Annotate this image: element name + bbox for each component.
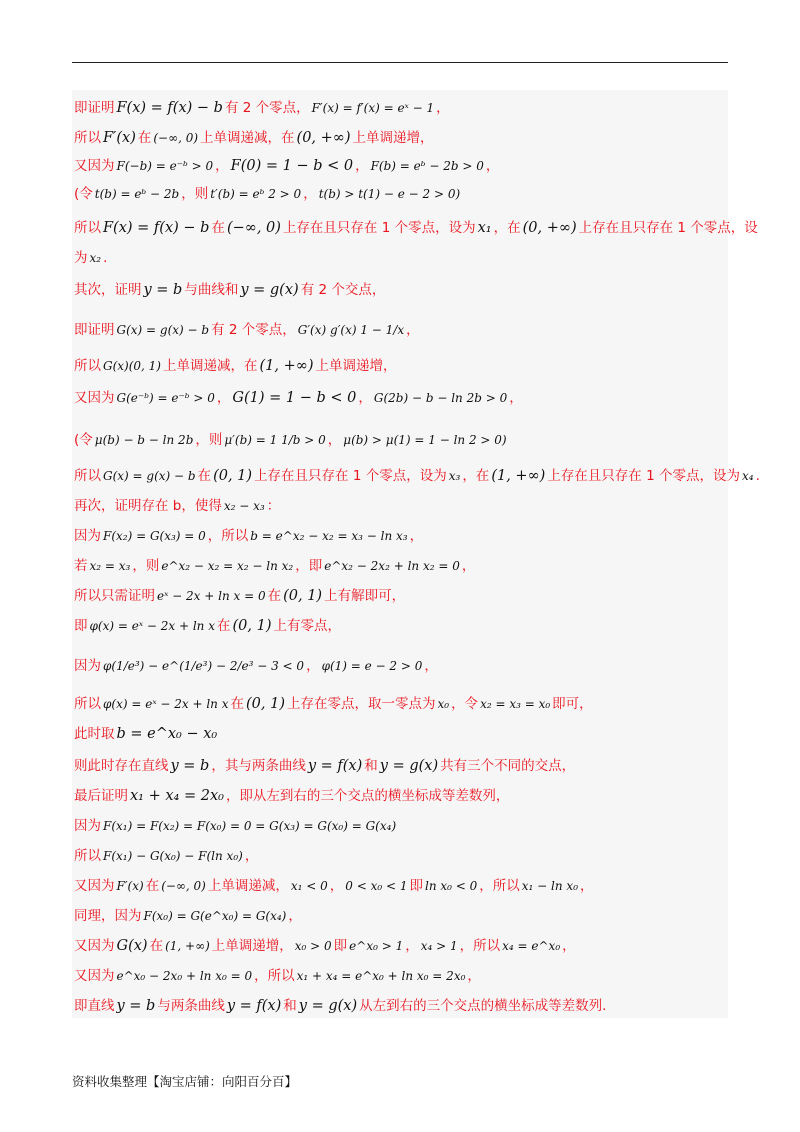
solution-line [74, 430, 728, 451]
solution-line [74, 996, 728, 1017]
solution-text: 即证明 [74, 100, 115, 116]
solution-text: ， [405, 938, 419, 954]
solution-text: 即 [74, 618, 88, 634]
solution-text: 又因为 [74, 968, 115, 984]
solution-text: 在 [197, 468, 212, 484]
math-expression: x₁ < 0 [290, 879, 328, 893]
math-expression: y = b [143, 282, 183, 298]
math-expression: F′(x) [103, 130, 136, 146]
solution-text: 即证明 [74, 322, 115, 338]
solution-text: 在 [149, 938, 164, 954]
solution-text: 有 2 个零点， [211, 322, 296, 338]
solution-text: 在 [217, 618, 231, 634]
math-expression: G(1) = 1 − b < 0 [232, 390, 357, 406]
math-expression: x₀ > 0 [294, 939, 332, 953]
math-expression: μ(b) > μ(1) = 1 − ln 2 > 0) [343, 433, 507, 447]
solution-text: ， [562, 938, 576, 954]
math-expression: e^x₂ − 2x₂ + ln x₂ = 0 [324, 559, 460, 573]
math-expression: F′(x) = f′(x) = eˣ − 1 [311, 101, 435, 115]
math-expression: (0, 1) [232, 618, 272, 634]
solution-text: ， [409, 528, 424, 544]
solution-line [74, 248, 728, 269]
math-expression: t(b) > t(1) − e − 2 > 0) [318, 187, 461, 201]
math-expression: G(x)(0, 1) [103, 359, 161, 373]
math-expression: (−∞, 0) [226, 220, 281, 236]
math-expression: ln x₀ < 0 [425, 879, 478, 893]
math-expression: x₄ > 1 [420, 939, 458, 953]
solution-text: 为 [74, 250, 88, 266]
solution-text: ，在 [462, 468, 490, 484]
solution-text-block [72, 90, 760, 1018]
solution-text: ， [215, 158, 229, 174]
math-expression: μ′(b) = 1 1/b > 0 [224, 433, 326, 447]
math-expression: (0, 1) [213, 468, 253, 484]
solution-line [74, 466, 760, 487]
math-expression: (0, 1) [246, 696, 285, 712]
math-expression: φ(x) = eˣ − 2x + ln x [103, 697, 229, 711]
solution-line [74, 876, 728, 897]
math-expression: y = g(x) [298, 998, 358, 1014]
solution-text: 上单调递增， [211, 938, 293, 954]
solution-text: 与两条曲线 [157, 998, 225, 1014]
solution-text: 上单调递减， [207, 878, 289, 894]
solution-line [74, 280, 728, 301]
solution-line [74, 756, 728, 777]
solution-text: ， [406, 322, 420, 338]
solution-text: ，在 [493, 220, 521, 236]
math-expression: G′(x) g′(x) 1 − 1/x [297, 323, 405, 337]
solution-text: 因为 [74, 528, 101, 544]
math-expression: G(e⁻ᵇ) = e⁻ᵇ > 0 [116, 391, 215, 405]
solution-text: 即直线 [74, 998, 115, 1014]
math-expression: y = g(x) [379, 758, 439, 774]
solution-line [74, 846, 728, 867]
solution-text: ，即 [295, 558, 323, 574]
solution-text: ： [266, 498, 281, 514]
solution-text: ， [424, 658, 438, 674]
solution-text: 有 2 个交点， [300, 282, 386, 298]
math-expression: F(x) = f(x) − b [116, 100, 223, 116]
solution-text: 又因为 [74, 158, 115, 174]
solution-text: ， [244, 848, 259, 864]
solution-text: 又因为 [74, 390, 115, 406]
solution-text: 所以 [74, 696, 101, 712]
math-expression: y = b [116, 998, 156, 1014]
solution-text: 上单调递减，在 [200, 130, 295, 146]
solution-line [74, 906, 728, 927]
solution-text: 上存在且只存在 1 个零点，设为 [282, 220, 476, 236]
math-expression: F(x₁) = F(x₂) = F(x₀) = 0 = G(x₃) = G(x₀) = G(x₄) [103, 819, 397, 833]
math-expression: φ(1/e³) − e^(1/e³) − 2/e³ − 3 < 0 [103, 659, 305, 673]
solution-line [74, 586, 728, 607]
math-expression: x₁ + x₄ = e^x₀ + ln x₀ = 2x₀ [296, 969, 466, 983]
math-expression: x₂ = x₃ = x₀ [480, 697, 551, 711]
solution-text: ， [467, 968, 481, 984]
solution-text: 同理，因为 [74, 908, 142, 924]
solution-text: (令 [74, 186, 93, 202]
solution-text: 则此时存在直线 [74, 758, 169, 774]
solution-text: ， [288, 908, 302, 924]
solution-text: 上单调递增， [315, 358, 397, 374]
solution-text: 所以 [74, 130, 101, 146]
math-expression: F(x) = f(x) − b [103, 220, 210, 236]
solution-text: 与曲线和 [184, 282, 239, 298]
solution-text: ， [461, 558, 476, 574]
math-expression: (0, 1) [283, 588, 323, 604]
math-expression: (−∞, 0) [153, 131, 199, 145]
solution-text: 上有零点， [273, 618, 341, 634]
solution-text: 上存在且只存在 1 个零点，设为 [547, 468, 740, 484]
solution-text: 所以只需证明 [74, 588, 155, 604]
solution-line [74, 184, 728, 205]
solution-text: ， [355, 158, 369, 174]
solution-line [74, 936, 728, 957]
math-expression: 0 < x₀ < 1 [345, 879, 408, 893]
solution-line [74, 388, 728, 409]
solution-line [74, 156, 728, 177]
math-expression: x₁ − ln x₀ [521, 879, 579, 893]
solution-text: 上存在零点，取一零点为 [286, 696, 436, 712]
solution-text: ， [358, 390, 372, 406]
solution-line [74, 556, 728, 577]
math-expression: x₁ + x₄ = 2x₀ [130, 788, 224, 804]
solution-text: (令 [74, 432, 93, 448]
solution-text: 又因为 [74, 938, 115, 954]
math-expression: b = e^x₂ − x₂ = x₃ − ln x₃ [250, 529, 408, 543]
solution-text: ， [303, 186, 317, 202]
solution-line [74, 816, 728, 837]
solution-text: 上有解即可， [324, 588, 406, 604]
math-expression: x₂ − x₃ [223, 499, 265, 513]
solution-text: 有 2 个零点， [224, 100, 310, 116]
math-expression: e^x₀ − 2x₀ + ln x₀ = 0 [116, 969, 253, 983]
solution-text: 所以 [74, 220, 101, 236]
math-expression: φ(1) = e − 2 > 0 [321, 659, 423, 673]
solution-text: ， [580, 878, 594, 894]
math-expression: F(x₂) = G(x₃) = 0 [103, 529, 206, 543]
math-expression: x₄ [741, 469, 754, 483]
solution-text: 在 [137, 130, 152, 146]
math-expression: F′(x) [116, 879, 144, 893]
solution-text: ， [436, 100, 450, 116]
math-expression: x₄ = e^x₀ [502, 939, 561, 953]
math-expression: x₃ [448, 469, 461, 483]
solution-line [74, 786, 728, 807]
solution-text: 即 [409, 878, 423, 894]
solution-text: ，其与两条曲线 [211, 758, 306, 774]
solution-text: 上单调递减，在 [162, 358, 258, 374]
solution-text: . [103, 250, 108, 266]
solution-text: 此时取 [74, 726, 115, 742]
solution-text: ， [216, 390, 231, 406]
math-expression: (1, +∞) [491, 468, 546, 484]
math-expression: G(2b) − b − ln 2b > 0 [373, 391, 508, 405]
math-expression: G(x) = g(x) − b [103, 469, 196, 483]
solution-line [74, 128, 728, 149]
math-expression: t(b) = eᵇ − 2b [94, 187, 180, 201]
math-expression: (1, +∞) [165, 939, 210, 953]
solution-text: ， [329, 878, 344, 894]
math-expression: F(b) = eᵇ − 2b > 0 [370, 159, 484, 173]
solution-text: 即 [333, 938, 348, 954]
math-expression: F(0) = 1 − b < 0 [230, 158, 354, 174]
solution-line [74, 98, 728, 119]
solution-text: 最后证明 [74, 788, 128, 804]
solution-text: ，所以 [459, 938, 501, 954]
solution-text: 其次，证明 [74, 282, 142, 298]
math-expression: φ(x) = eˣ − 2x + ln x [89, 619, 215, 633]
solution-line [74, 356, 728, 377]
footer-source-note: 资料收集整理【淘宝店铺：向阳百分百】 [72, 1074, 298, 1089]
math-expression: e^x₂ − x₂ = x₂ − ln x₂ [161, 559, 294, 573]
solution-text: ，所以 [207, 528, 249, 544]
solution-line [74, 616, 728, 637]
solution-text: 因为 [74, 818, 101, 834]
math-expression: x₁ [477, 220, 492, 236]
math-expression: b = e^x₀ − x₀ [116, 726, 218, 742]
solution-text: ，令 [451, 696, 479, 712]
solution-line [74, 724, 728, 745]
solution-text: 所以 [74, 358, 101, 374]
solution-text: ，所以 [254, 968, 295, 984]
math-expression: y = b [170, 758, 210, 774]
solution-text: 和 [364, 758, 378, 774]
math-expression: (0, +∞) [522, 220, 577, 236]
math-expression: (0, +∞) [296, 130, 351, 146]
math-expression: y = g(x) [240, 282, 299, 298]
math-expression: F(x₁) − G(x₀) − F(ln x₀) [103, 849, 243, 863]
solution-text: 和 [283, 998, 297, 1014]
solution-text: ，则 [195, 432, 223, 448]
solution-text: 在 [230, 696, 244, 712]
solution-text: ，即从左到右的三个交点的横坐标成等差数列， [225, 788, 510, 804]
math-expression: y = f(x) [226, 998, 282, 1014]
solution-text: ，所以 [479, 878, 520, 894]
solution-text: ，则 [132, 558, 160, 574]
math-expression: F(−b) = e⁻ᵇ > 0 [116, 159, 214, 173]
math-expression: F(x₀) = G(e^x₀) = G(x₄) [143, 909, 287, 923]
solution-text: 上单调递增， [352, 130, 434, 146]
solution-line [74, 694, 728, 715]
solution-text: 上存在且只存在 1 个零点，设为 [254, 468, 447, 484]
solution-text: 在 [211, 220, 225, 236]
solution-line [74, 496, 728, 517]
solution-text: ， [327, 432, 342, 448]
math-expression: x₀ [437, 697, 450, 711]
solution-text: 在 [145, 878, 160, 894]
solution-line [74, 966, 728, 987]
solution-line [74, 526, 728, 547]
solution-text: ， [509, 390, 523, 406]
solution-text: 上存在且只存在 1 个零点，设 [578, 220, 758, 236]
solution-text: ，则 [181, 186, 209, 202]
solution-text: 即可， [552, 696, 593, 712]
header-rule [72, 62, 728, 63]
solution-text: 又因为 [74, 878, 115, 894]
math-expression: t′(b) = eᵇ 2 > 0 [210, 187, 302, 201]
solution-text: 所以 [74, 468, 101, 484]
solution-text: 再次，证明存在 b，使得 [74, 498, 222, 514]
solution-text: ， [485, 158, 500, 174]
math-expression: (−∞, 0) [161, 879, 206, 893]
solution-text: . [755, 468, 760, 484]
solution-text: 因为 [74, 658, 101, 674]
solution-text: 若 [74, 558, 88, 574]
math-expression: x₂ [89, 251, 102, 265]
solution-line [74, 656, 728, 677]
solution-line [74, 320, 728, 341]
solution-text: ， [306, 658, 320, 674]
solution-line [74, 218, 758, 239]
math-expression: y = f(x) [307, 758, 363, 774]
math-expression: G(x) = g(x) − b [116, 323, 210, 337]
math-expression: G(x) [116, 938, 148, 954]
math-expression: μ(b) − b − ln 2b [94, 433, 194, 447]
math-expression: x₂ = x₃ [89, 559, 131, 573]
math-expression: e^x₀ > 1 [349, 939, 404, 953]
solution-text: 从左到右的三个交点的横坐标成等差数列. [359, 998, 607, 1014]
solution-text: 在 [267, 588, 282, 604]
math-expression: (1, +∞) [259, 358, 314, 374]
solution-text: 共有三个不同的交点， [440, 758, 576, 774]
solution-text: 所以 [74, 848, 101, 864]
math-expression: eˣ − 2x + ln x = 0 [157, 589, 266, 603]
